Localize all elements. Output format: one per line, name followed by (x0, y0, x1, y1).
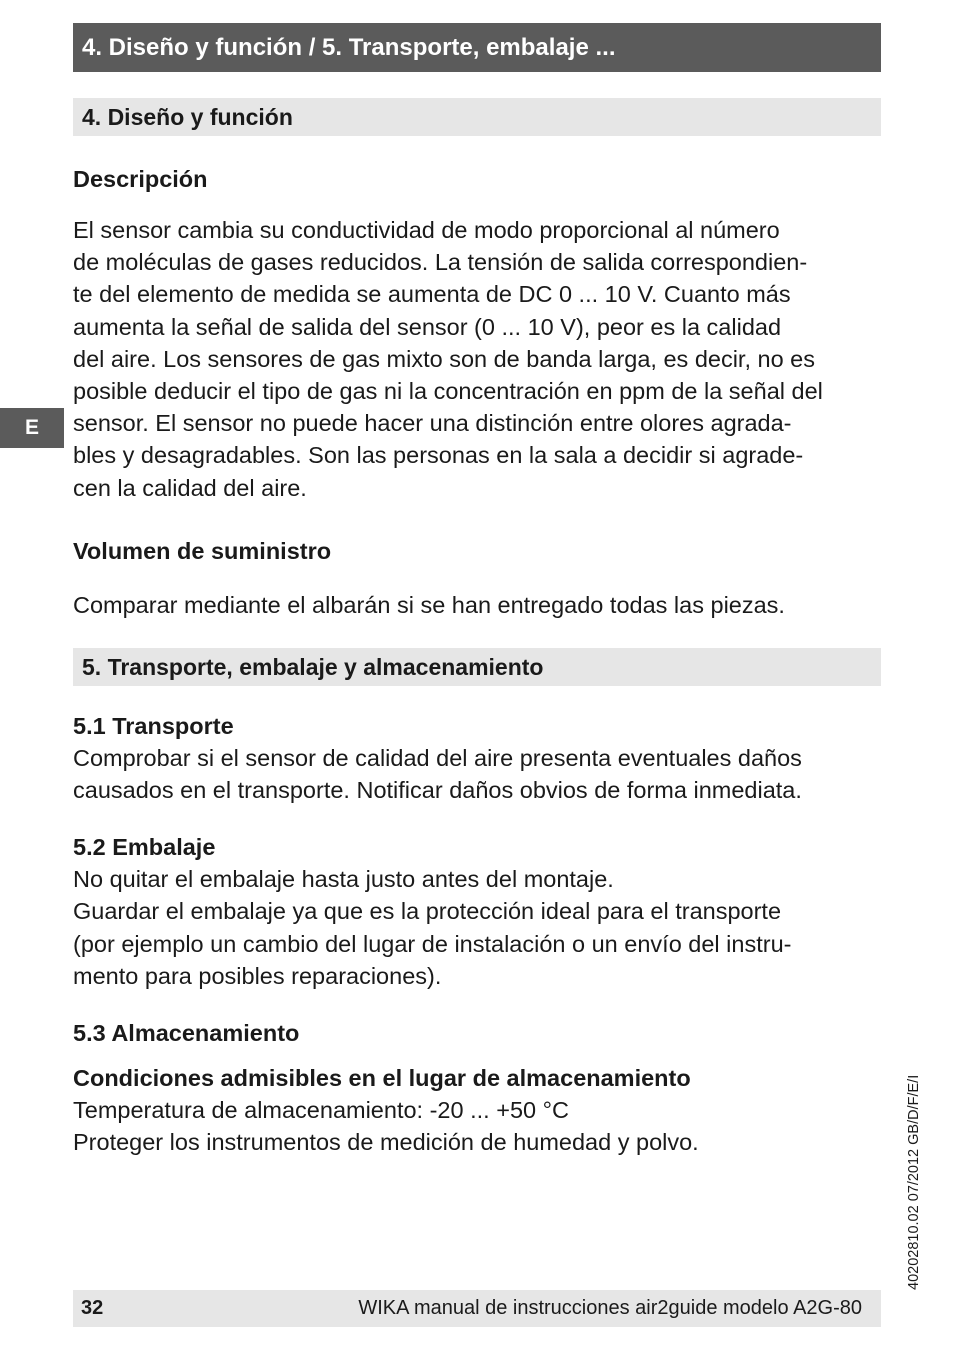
description-line: te del elemento de medida se aumenta de DC 0 ... 10 V. Cuanto más (73, 281, 791, 308)
transport-section (73, 710, 885, 807)
storage-conditions-heading: Condiciones admisibles en el lugar de almacenamiento (73, 1065, 691, 1091)
description-line: posible deducir el tipo de gas ni la concentración en ppm de la señal del (73, 378, 823, 405)
transport-line: causados en el transporte. Notificar daños obvios de forma inmediata. (73, 777, 802, 804)
storage-line: Temperatura de almacenamiento: -20 ... +50 °C (73, 1097, 569, 1124)
storage-conditions (73, 1062, 885, 1159)
language-tab: E (0, 408, 64, 448)
supply-text: Comparar mediante el albarán si se han entregado todas las piezas. (73, 592, 785, 618)
description-line: cen la calidad del aire. (73, 474, 307, 501)
storage-line: Proteger los instrumentos de medición de humedad y polvo. (73, 1129, 699, 1156)
description-line: El sensor cambia su conductividad de modo proporcional al número (73, 217, 780, 243)
description-section (73, 163, 885, 195)
description-line: aumenta la señal de salida del sensor (0 ... 10 V), peor es la calidad (73, 313, 782, 340)
document-code: 40202810.02 07/2012 GB/D/F/E/I (906, 1074, 922, 1290)
description-paragraph (73, 214, 885, 504)
transport-heading: 5.1 Transporte (73, 713, 234, 739)
packaging-line: (por ejemplo un cambio del lugar de instalación o un envío del instru- (73, 930, 792, 957)
description-heading: Descripción (73, 166, 208, 192)
footer-manual-title: WIKA manual de instrucciones air2guide modelo A2G-80 (358, 1297, 862, 1319)
page-number: 32 (81, 1297, 104, 1319)
packaging-heading: 5.2 Embalaje (73, 834, 216, 860)
supply-heading: Volumen de suministro (73, 538, 332, 564)
packaging-line: mento para posibles reparaciones). (73, 962, 442, 989)
page-footer (73, 1290, 881, 1327)
storage-heading: 5.3 Almacenamiento (73, 1020, 300, 1046)
storage-section (73, 1017, 885, 1049)
packaging-line: Guardar el embalaje ya que es la protección ideal para el transporte (73, 898, 782, 925)
description-line: del aire. Los sensores de gas mixto son de banda larga, es decir, no es (73, 345, 816, 372)
description-line: bles y desagradables. Son las personas en la sala a decidir si agrade- (73, 442, 804, 469)
page-header-title: 4. Diseño y función / 5. Transporte, embalaje ... (73, 23, 881, 72)
supply-section (73, 535, 885, 567)
description-line: de moléculas de gases reducidos. La tensión de salida correspondien- (73, 249, 808, 276)
supply-paragraph (73, 589, 885, 621)
description-line: sensor. El sensor no puede hacer una distinción entre olores agrada- (73, 410, 792, 437)
transport-line: Comprobar si el sensor de calidad del aire presenta eventuales daños (73, 745, 802, 772)
section-5-title: 5. Transporte, embalaje y almacenamiento (73, 648, 881, 686)
section-4-title: 4. Diseño y función (73, 98, 881, 136)
packaging-line: No quitar el embalaje hasta justo antes del montaje. (73, 866, 614, 893)
packaging-section (73, 831, 885, 992)
